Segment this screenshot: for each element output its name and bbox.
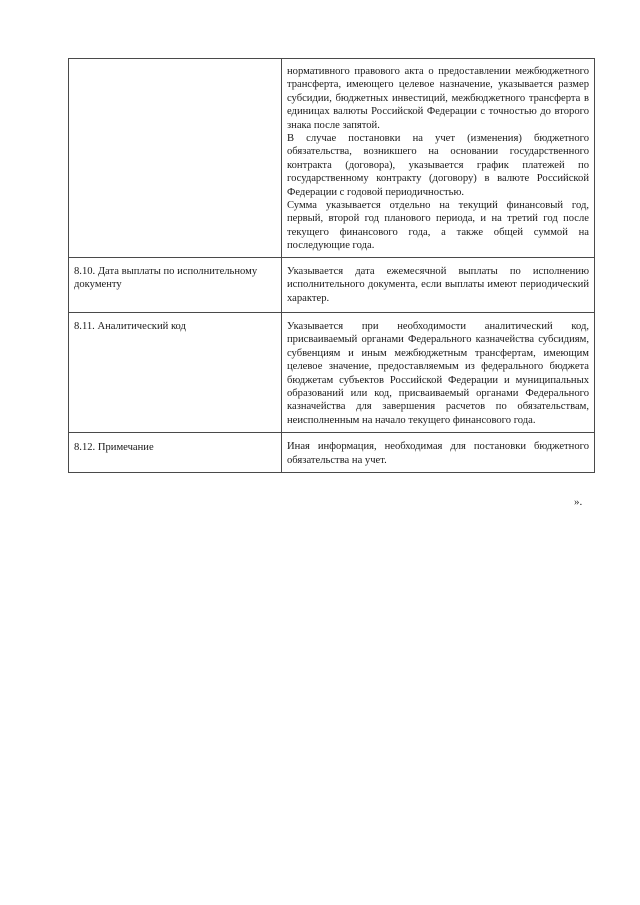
- row-description: [282, 257, 595, 312]
- closing-quote-mark: ».: [574, 496, 583, 508]
- description-paragraph: Сумма указывается отдельно на текущий финансовый год, первый, второй год планового периода, и на третий год после текущего финансового года, а также общей суммой на последующие года.: [287, 200, 589, 252]
- table-row: [69, 59, 595, 258]
- description-paragraph: Иная информация, необходимая для постановки бюджетного обязательства на учет.: [287, 441, 589, 466]
- row-label: 8.10. Дата выплаты по исполнительному документу: [69, 257, 282, 312]
- row-description: [282, 59, 595, 258]
- description-paragraph: нормативного правового акта о предоставлении межбюджетного трансферта, имеющего целевое назначение, указывается размер субсидии, бюджетных инвестиций, межбюджетного трансферта в единицах валюты Российской Федерации с точностью до второго знака после запятой.: [287, 66, 589, 131]
- table-row: [69, 312, 595, 432]
- row-label: 8.12. Примечание: [69, 433, 282, 473]
- row-label: 8.11. Аналитический код: [69, 312, 282, 432]
- description-paragraph: Указывается при необходимости аналитический код, присваиваемый органами Федерального казначейства субсидиям, субвенциям и иным межбюджетным трансфертам, имеющим целевое значение, предоставляемым из федерального бюджета бюджетам субъектов Российской Федерации и муниципальных образований или код, присваиваемый органами Федерального казначейства для завершения расчетов по обязательствам, неисполненным на начало текущего финансового года.: [287, 320, 589, 426]
- row-description: [282, 433, 595, 473]
- description-paragraph: В случае постановки на учет (изменения) бюджетного обязательства, возникшего на основании государственного контракта (договора), указывается график платежей по государственному контракту (договору) в валюте Российской Федерации с годовой периодичностью.: [287, 133, 589, 198]
- requisites-table: [68, 58, 595, 473]
- table-row: [69, 257, 595, 312]
- table-row: [69, 433, 595, 473]
- description-paragraph: Указывается дата ежемесячной выплаты по исполнению исполнительного документа, если выплаты имеют периодический характер.: [287, 265, 589, 304]
- row-label: [69, 59, 282, 258]
- row-description: [282, 312, 595, 432]
